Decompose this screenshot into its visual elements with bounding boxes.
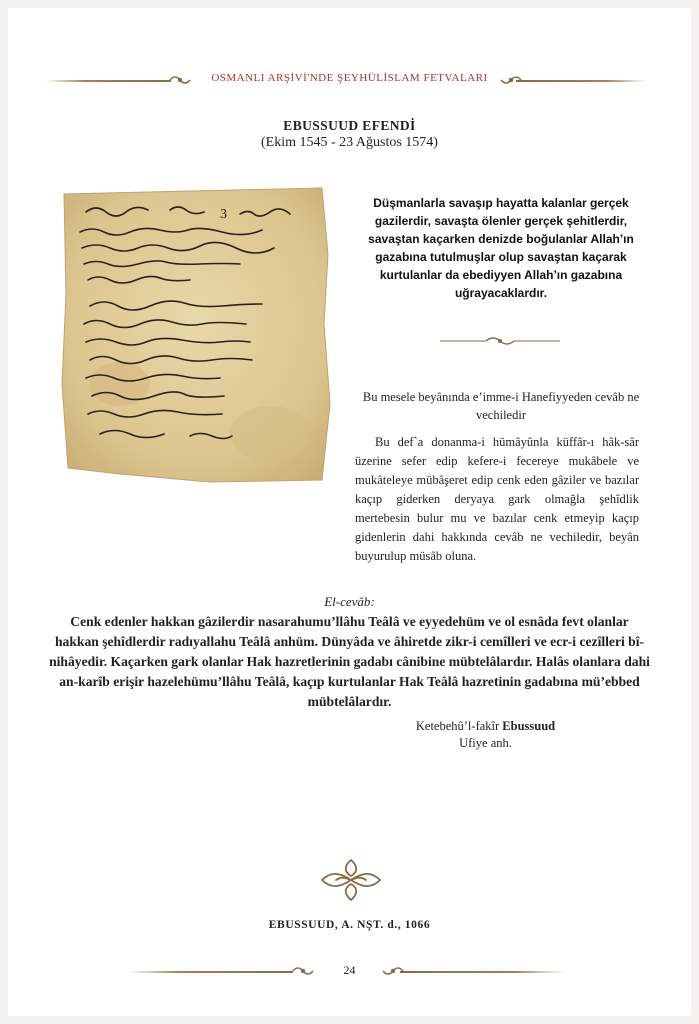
manuscript-image bbox=[60, 184, 332, 484]
question-text: Bu def`a donanma-i hümâyûnla küffâr-ı hâk-sâr üzerine sefer edip kefere-i fecereye mukâbele ve mukâteleye mübâşeret edip cenk eden gâziler ve bazılar kaçıp giderken deryaya gark olmağla şehîdlik mertebesin bulur mu ve bazılar cenk etmeyip kaçıp gidenlerin dahi hakkında cevâb ne vechiledir, beyân buyurulup müsâb oluna. bbox=[355, 435, 639, 563]
source-reference: EBUSSUUD, A. NŞT. d., 1066 bbox=[268, 919, 431, 931]
answer-text: Cenk edenler hakkan gâzilerdir nasarahumu’llâhu Teâlâ ve eyyedehüm ve ol esnâda fevt olanlar hakkan şehîdlerdir radıyallahu Teâlâ anhüm. Dünyâda ve âhiretde zikr-i cemîlleri ve ecr-i cezîlleri bî-nihâyedir. Kaçarken gark olanlar Hak hazretlerinin gadabı cânibine mübtelâlardır. Halâs olanlara dahi an-karîb erişir hazelehümu’llâhu Teâlâ, kaçıp kurtulanlar Hak Teâlâ hazretinin gadabına mü’ebbed mübtelâlardır. bbox=[49, 614, 650, 709]
running-header bbox=[8, 70, 691, 92]
signature-line bbox=[398, 718, 573, 735]
signature-name: Ebussuud bbox=[502, 719, 556, 733]
question-intro: Bu mesele beyânında e’imme-i Hanefiyyeden cevâb ne vechiledir bbox=[362, 390, 640, 422]
footer-rule-right bbox=[400, 971, 565, 973]
decorative-knot-icon bbox=[318, 856, 384, 904]
header-rule-right bbox=[516, 80, 646, 82]
page-number: 24 bbox=[343, 963, 356, 977]
answer-label: El-cevâb: bbox=[324, 594, 375, 609]
signature-suffix: Ufiye anh. bbox=[459, 736, 512, 750]
divider-ornament-icon bbox=[436, 334, 564, 348]
header-title: OSMANLI ARŞİVİ'NDE ŞEYHÜLİSLAM FETVALARI bbox=[211, 72, 488, 84]
page-footer bbox=[8, 963, 691, 981]
manuscript-number: 3 bbox=[220, 207, 227, 222]
signature-prefix: Ketebehû’l-fakîr bbox=[415, 719, 500, 733]
author-dates: (Ekim 1545 - 23 Ağustos 1574) bbox=[261, 135, 438, 150]
signature bbox=[398, 718, 573, 752]
fatwa-summary: Düşmanlarla savaşıp hayatta kalanlar gerçek gazilerdir, savaşta ölenler gerçek şehitlerdir, savaştan kaçarken denizde boğulanlar Allah’ın gazabına tutulmuşlar olup savaştan kaçarak kurtulanlar da ebediyyen Allah’ın gazabına uğrayacaklardır. bbox=[368, 196, 634, 300]
page bbox=[8, 8, 691, 1016]
author-name: EBUSSUUD EFENDİ bbox=[283, 118, 416, 133]
